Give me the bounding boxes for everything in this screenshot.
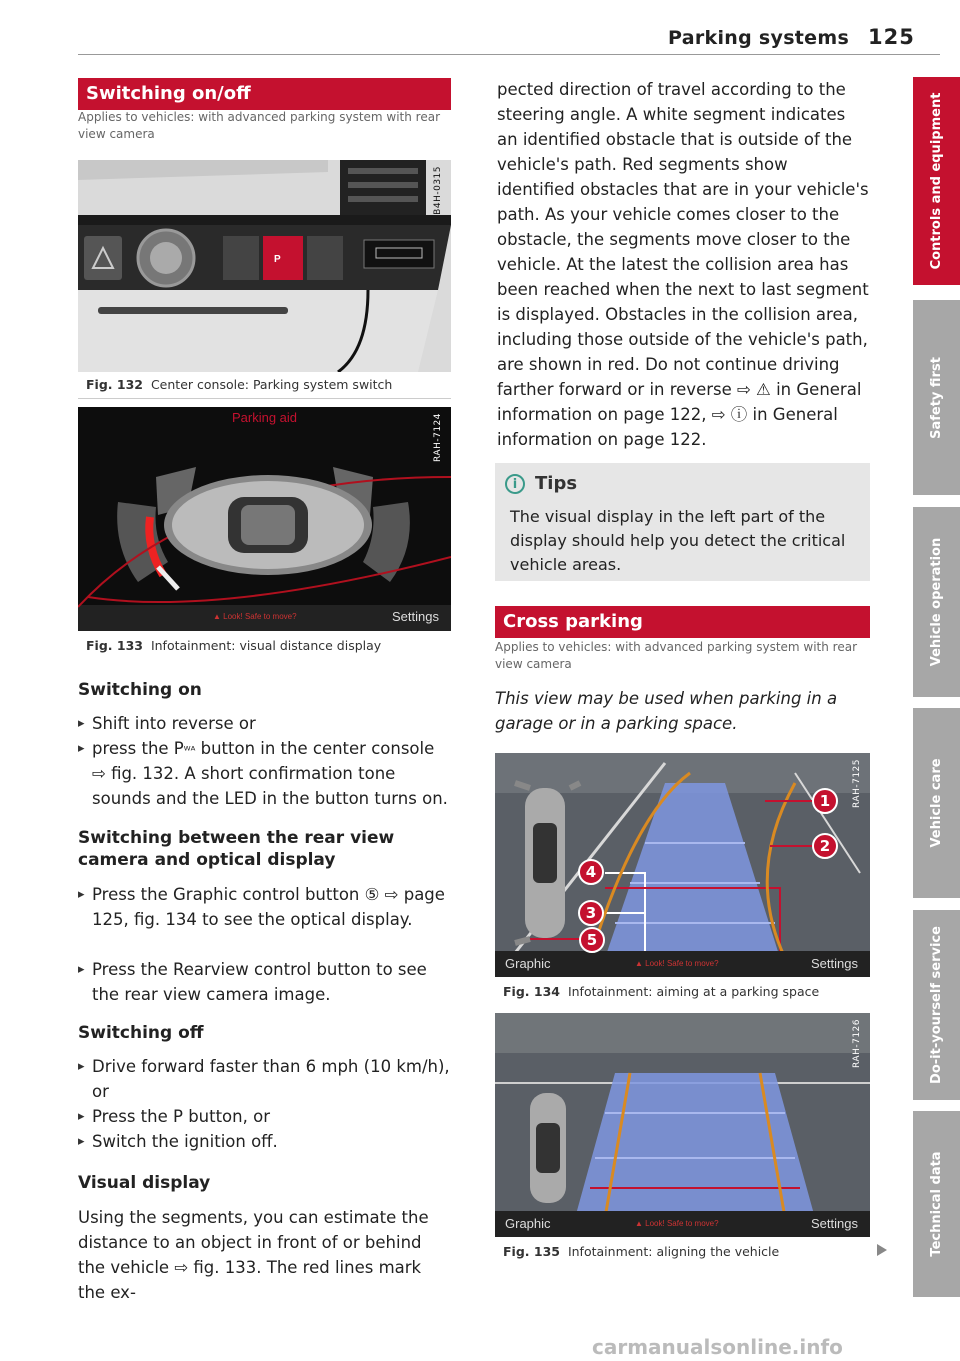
cross-applies-note: Applies to vehicles: with advanced parking system with rear view camera [495,640,858,671]
figure-134-caption [503,984,819,999]
warning-icon: ▲ [635,1219,643,1228]
tips-box [495,463,870,581]
warning-icon: ▲ [635,959,643,968]
figure-132 [78,160,451,372]
applies-note: Applies to vehicles: with advanced parking system with rear view camera [78,110,441,141]
section-title-switching: Switching on/off [78,78,451,110]
figure-135-number: Fig. 135 [503,1244,560,1259]
figure-135-caption-text: Infotainment: aligning the vehicle [567,1244,780,1259]
callout-5: 5 [579,927,605,953]
side-tab-label: Technical data [928,1151,944,1257]
figure-133-caption-text: Infotainment: visual distance display [150,638,382,653]
svg-text:P: P [274,254,281,265]
bullet-shift-reverse: ▸ Shift into reverse or [92,711,452,736]
callout-1: 1 [812,788,838,814]
figure-133-number: Fig. 133 [86,638,143,653]
figure-134 [495,753,870,977]
bullet-drive-forward: ▸ Drive forward faster than 6 mph (10 km/h), or [92,1054,452,1104]
console-illustration [78,160,451,372]
page-number: 125 [868,25,915,49]
warning-label: Look! Safe to move? [645,1219,719,1228]
side-tab-label: Safety first [928,356,944,439]
switching-on-detail: ⇨ fig. 132. A short confirmation tone sounds and the LED in the button turns on. [92,764,448,808]
warning-text-134 [635,959,719,968]
side-tab-controls[interactable] [913,77,960,285]
heading-switching-on: Switching on [78,680,202,700]
figure-133-code: RAH-7124 [433,413,443,462]
side-tab-label: Vehicle care [928,758,944,848]
graphic-button-135: Graphic [505,1216,551,1231]
bullet-press-p: ▸ Press the P button, or [92,1104,452,1129]
figure-135-caption [503,1244,779,1259]
side-tab-vehicle-care[interactable] [913,708,960,898]
bullet-rearview: ▸ Press the Rearview control button to see the rear view camera image. [92,957,452,1007]
figure-134-number: Fig. 134 [503,984,560,999]
warning-text-133 [213,612,297,621]
cross-parking-screen [495,753,870,977]
graphic-button-134: Graphic [505,956,551,971]
watermark: carmanualsonline.info [592,1335,843,1359]
side-tab-technical-data[interactable] [913,1111,960,1297]
figure-135-code: RAH-7126 [852,1019,862,1068]
figure-135 [495,1013,870,1237]
warning-label: Look! Safe to move? [223,612,297,621]
figure-132-code: B4H-0315 [433,166,443,215]
side-tab-diy-service[interactable] [913,910,960,1100]
aligning-screen [495,1013,870,1237]
parking-button-icon: ᵂᴬ [183,744,196,757]
side-tab-label: Controls and equipment [928,92,944,270]
running-head: Parking systems [668,27,850,49]
settings-button-133: Settings [392,609,439,624]
callout-3: 3 [578,900,604,926]
warning-text-135 [635,1219,719,1228]
bullet-graphic: ▸ Press the Graphic control button ⑤ ⇨ page 125, fig. 134 to see the optical display. [92,882,452,932]
parking-aid-screen [78,407,451,631]
callout-2: 2 [812,833,838,859]
figure-132-caption [86,377,392,392]
header-rule [78,54,940,55]
continue-arrow-icon [877,1244,887,1256]
cross-intro: This view may be used when parking in a garage or in a parking space. [495,689,838,733]
side-tab-label: Do-it-yourself service [928,926,944,1084]
heading-switching-off: Switching off [78,1023,204,1043]
bullet-text: button in the center console [195,739,435,758]
button-symbol: press the P [92,739,184,758]
tips-text: The visual display in the left part of the display should help you detect the critical vehicle areas. [510,507,846,574]
warning-label: Look! Safe to move? [645,959,719,968]
bullet-ignition-off: ▸ Switch the ignition off. [92,1129,452,1154]
section-title-cross-parking: Cross parking [495,606,870,638]
side-tab-safety[interactable] [913,300,960,495]
caption-divider [78,398,451,399]
settings-button-134: Settings [811,956,858,971]
callout-4: 4 [578,859,604,885]
side-tab-vehicle-operation[interactable] [913,507,960,697]
tips-heading [505,473,577,494]
figure-133 [78,407,451,631]
heading-visual-display: Visual display [78,1173,211,1193]
figure-132-caption-text: Center console: Parking system switch [150,377,393,392]
tips-label: Tips [535,473,578,494]
figure-133-caption [86,638,381,653]
figure-132-number: Fig. 132 [86,377,143,392]
parking-aid-title: Parking aid [231,410,298,425]
figure-134-caption-text: Infotainment: aiming at a parking space [567,984,820,999]
continued-text: pected direction of travel according to the steering angle. A white segment indicates an identified obstacle that is outside of the vehicle's path. Red segments show identified obstacles that are in your vehicle's path. As your vehicle comes closer to the obstacle, the segments move closer to the vehicle. At the latest the collision area has been reached when the next to last segment is displayed. Obstacles in the collision area, including those outside of the vehicle's path, are shown in red. Do not continue driving farther forward or in reverse ⇨ ⚠ in General information on page 122, ⇨ ⓘ in General information on page 122. [497,80,869,449]
visual-display-text: Using the segments, you can estimate the distance to an object in front of or behind the vehicle ⇨ fig. 133. The red lines mark the ex- [78,1208,429,1302]
warning-icon: ▲ [213,612,221,621]
settings-button-135: Settings [811,1216,858,1231]
side-tab-label: Vehicle operation [928,537,944,667]
info-icon: i [505,474,525,494]
figure-134-code: RAH-7125 [852,759,862,808]
bullet-press-button [92,736,452,763]
heading-switching-between: Switching between the rear view camera and optical display [78,828,395,870]
